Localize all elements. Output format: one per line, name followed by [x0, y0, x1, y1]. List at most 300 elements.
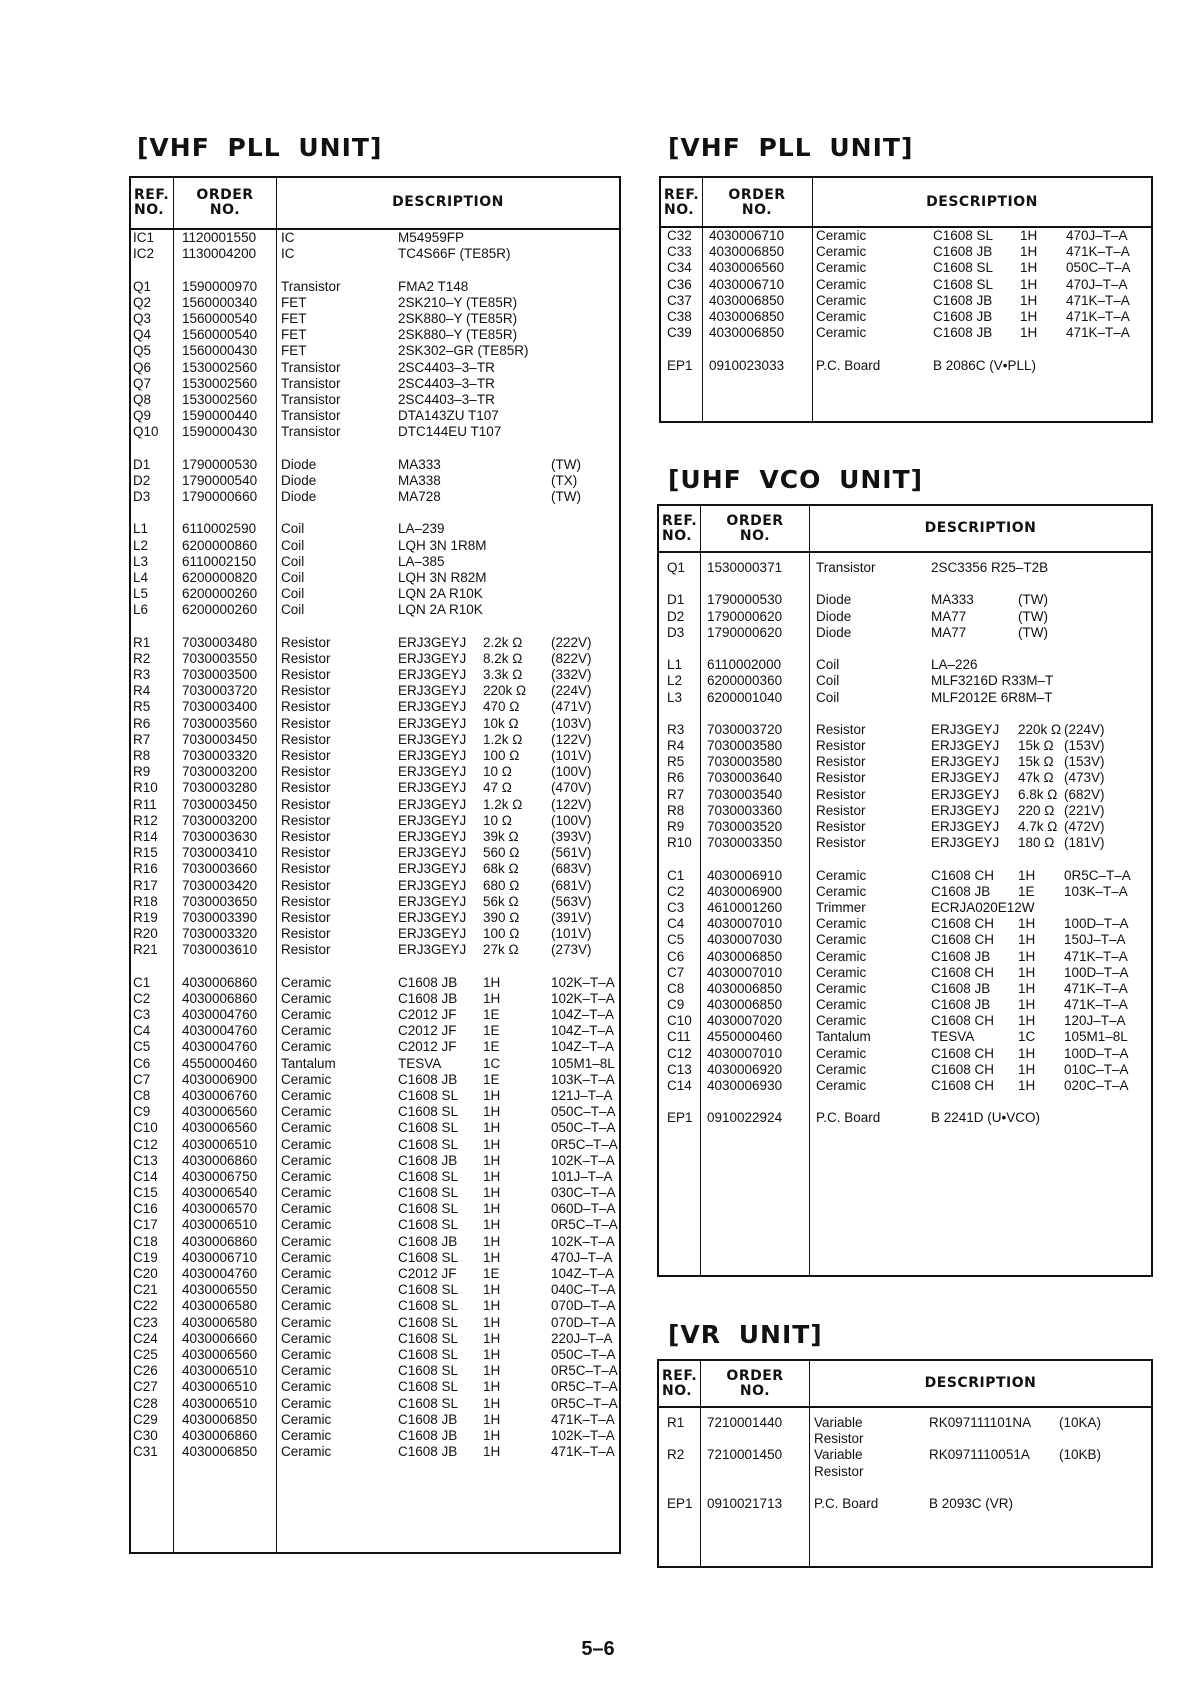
- order-no-cell: 7030003360: [707, 802, 783, 818]
- type-cell: Resistor: [281, 909, 331, 925]
- table-row: [131, 230, 619, 246]
- description-cell: 2SC4403–3–TR: [398, 375, 495, 391]
- type-cell: Trimmer: [816, 899, 866, 915]
- ref-cell: C5: [133, 1039, 151, 1055]
- code-cell: 102K–T–A: [551, 1233, 615, 1249]
- order-no-cell: 4030006560: [182, 1120, 258, 1136]
- table-row: [661, 277, 1151, 293]
- table-row: [131, 521, 619, 537]
- ref-cell: Q10: [133, 424, 159, 440]
- type-cell: Resistor: [281, 828, 331, 844]
- table-row: [659, 625, 1151, 641]
- row-spacer: [659, 641, 1151, 657]
- order-no-cell: 1790000620: [707, 624, 783, 640]
- order-no-cell: 4030006860: [182, 1233, 258, 1249]
- page-number: 5–6: [581, 1638, 615, 1660]
- table-row: [131, 586, 619, 602]
- order-no-cell: 4030006710: [709, 276, 785, 292]
- spec-cell: 1.2k Ω: [483, 731, 523, 747]
- ref-cell: L3: [133, 553, 149, 569]
- order-no-cell: 7030003420: [182, 877, 258, 893]
- description-cell: C1608 SL: [398, 1168, 459, 1184]
- type-cell: Resistor: [281, 877, 331, 893]
- order-no-cell: 7030003540: [707, 786, 783, 802]
- ref-cell: D3: [133, 489, 151, 504]
- description-cell: C1608 SL: [398, 1249, 459, 1265]
- order-no-cell: 1560000340: [182, 294, 258, 310]
- ref-cell: C5: [667, 932, 685, 948]
- description-cell: 2SC4403–3–TR: [398, 359, 495, 375]
- table-row: [659, 592, 1151, 608]
- ref-cell: C39: [667, 325, 692, 341]
- table-row: [131, 716, 619, 732]
- description-cell: C1608 SL: [398, 1136, 459, 1152]
- row-spacer: [659, 1094, 1151, 1110]
- description-cell: C1608 CH: [931, 1061, 995, 1077]
- spec-cell: (10KB): [1059, 1447, 1102, 1463]
- table-row: [659, 1062, 1151, 1078]
- table-row: [131, 1007, 619, 1023]
- type-cell: Ceramic: [816, 948, 867, 964]
- table-row: [131, 1266, 619, 1282]
- type-cell: Transistor: [281, 278, 341, 294]
- description-cell: ERJ3GEYJ: [398, 634, 467, 650]
- type-cell: Ceramic: [816, 916, 867, 932]
- table-row: [131, 1088, 619, 1104]
- spec-cell: 1H: [483, 1104, 501, 1120]
- table-row: [131, 797, 619, 813]
- table-row: [131, 1331, 619, 1347]
- spec-cell: 1E: [1018, 883, 1035, 899]
- ref-cell: C12: [667, 1045, 692, 1061]
- ref-cell: C1: [133, 974, 151, 990]
- code-cell: (563V): [551, 893, 592, 909]
- code-cell: 101J–T–A: [551, 1168, 613, 1184]
- ref-cell: R8: [133, 748, 151, 763]
- ref-cell: IC1: [133, 230, 155, 245]
- order-no-cell: 7030003200: [182, 764, 258, 780]
- description-cell: C1608 JB: [931, 948, 991, 964]
- description-cell: ERJ3GEYJ: [398, 845, 467, 861]
- ref-cell: R6: [133, 715, 151, 731]
- code-cell: 220J–T–A: [551, 1330, 613, 1346]
- table-row: [131, 246, 619, 262]
- row-spacer: [661, 341, 1151, 357]
- type-cell: Ceramic: [816, 1045, 867, 1061]
- description-cell: C1608 JB: [398, 1152, 458, 1168]
- ref-cell: R20: [133, 926, 158, 942]
- table-row: [131, 732, 619, 748]
- type-cell: Resistor: [281, 715, 331, 731]
- order-no-cell: 4030006510: [182, 1379, 258, 1395]
- ref-cell: D3: [667, 624, 685, 640]
- code-cell: (224V): [551, 683, 592, 699]
- ref-cell: R9: [667, 819, 685, 834]
- table-row: [661, 293, 1151, 309]
- spec-cell: 47k Ω: [1018, 770, 1054, 786]
- description-cell: MA333: [398, 456, 441, 472]
- type-cell: Resistor: [281, 796, 331, 812]
- table-row: [131, 1185, 619, 1201]
- row-spacer: [131, 619, 619, 635]
- type-cell: Ceramic: [281, 990, 332, 1006]
- ref-header: REF. NO.: [664, 187, 700, 218]
- order-no-cell: 4030006860: [182, 990, 258, 1006]
- ref-cell: C28: [133, 1395, 158, 1411]
- order-no-cell: 6110002000: [707, 657, 782, 673]
- description-cell: DTC144EU T107: [398, 424, 502, 440]
- table-row: [659, 900, 1151, 916]
- ref-cell: D2: [667, 608, 685, 624]
- row-spacer: [659, 576, 1151, 592]
- order-no-cell: 4030006850: [709, 325, 785, 341]
- description-cell: C1608 JB: [933, 292, 993, 308]
- ref-cell: R2: [133, 650, 151, 666]
- order-no-cell: 4030006560: [709, 260, 785, 276]
- order-no-cell: 1530000371: [707, 560, 783, 575]
- spec-cell: 680 Ω: [483, 877, 520, 893]
- spec-cell: 10k Ω: [483, 715, 519, 731]
- spec-cell: 56k Ω: [483, 893, 519, 909]
- type-cell: P.C. Board: [816, 1110, 881, 1126]
- code-cell: 470J–T–A: [551, 1249, 613, 1265]
- ref-cell: D1: [133, 456, 151, 472]
- order-no-cell: 7030003630: [182, 828, 258, 844]
- ref-cell: C10: [667, 1013, 692, 1029]
- order-no-cell: 1560000430: [182, 343, 258, 359]
- table-row: [131, 829, 619, 845]
- type-cell: Diode: [816, 624, 852, 640]
- table-row: [131, 699, 619, 715]
- table-row: [659, 819, 1151, 835]
- spec-cell: 1.2k Ω: [483, 796, 523, 812]
- order-no-cell: 7030003350: [707, 835, 783, 851]
- spec-cell: 1H: [483, 1120, 501, 1136]
- spec-cell: 10 Ω: [483, 764, 512, 780]
- spec-cell: 1H: [1018, 997, 1036, 1013]
- ref-cell: IC2: [133, 246, 155, 262]
- order-no-cell: 4030006540: [182, 1185, 258, 1201]
- code-cell: (393V): [551, 828, 592, 844]
- code-cell: 471K–T–A: [1064, 948, 1128, 964]
- order-no-cell: 4030006860: [182, 974, 258, 990]
- ref-cell: C22: [133, 1298, 158, 1314]
- code-cell: (TX): [551, 472, 578, 488]
- type-cell: FET: [281, 327, 307, 343]
- ref-cell: C2: [133, 990, 151, 1006]
- ref-cell: Q7: [133, 375, 152, 391]
- spec-cell: 47 Ω: [483, 780, 512, 796]
- order-no-cell: 4030006580: [182, 1298, 258, 1314]
- ref-cell: R18: [133, 893, 158, 909]
- type-cell: Diode: [281, 489, 317, 504]
- order-no-cell: 7030003720: [707, 721, 783, 737]
- spec-cell: 1H: [1018, 916, 1036, 932]
- type-cell: Transistor: [816, 560, 876, 575]
- code-cell: 060D–T–A: [551, 1201, 616, 1217]
- spec-cell: 1E: [483, 1039, 500, 1055]
- spec-cell: 1E: [483, 1007, 500, 1022]
- type-cell: Ceramic: [816, 1013, 867, 1029]
- ref-cell: C6: [133, 1055, 151, 1071]
- order-no-cell: 7030003320: [182, 748, 258, 763]
- type-cell: Ceramic: [816, 260, 867, 276]
- table-row: [659, 803, 1151, 819]
- order-no-cell: 7030003320: [182, 926, 258, 942]
- code-cell: 102K–T–A: [551, 1152, 615, 1168]
- order-no-cell: 4030004760: [182, 1023, 258, 1039]
- order-no-cell: 1790000540: [182, 472, 258, 488]
- code-cell: 471K–T–A: [551, 1444, 615, 1460]
- order-no-cell: 4030006850: [182, 1444, 258, 1460]
- vr-unit-table: [657, 1359, 1153, 1568]
- order-no-cell: 0910022924: [707, 1110, 783, 1126]
- table-row: [131, 942, 619, 958]
- spec-cell: 1C: [1018, 1029, 1036, 1045]
- spec-cell: 1H: [483, 1168, 501, 1184]
- code-cell: 0R5C–T–A: [551, 1379, 618, 1395]
- code-cell: 100D–T–A: [1064, 1045, 1129, 1061]
- order-no-cell: 4550000460: [182, 1055, 258, 1071]
- description-cell: C1608 JB: [398, 1427, 458, 1443]
- description-cell: C1608 CH: [931, 916, 995, 932]
- table-row: [131, 878, 619, 894]
- table-row: [131, 376, 619, 392]
- spec-cell: 1H: [483, 1444, 501, 1460]
- code-cell: 0R5C–T–A: [551, 1136, 618, 1152]
- description-cell: C1608 SL: [398, 1217, 459, 1233]
- table-row: [659, 673, 1151, 689]
- table-row: [659, 1029, 1151, 1045]
- spec-cell: 6.8k Ω: [1018, 786, 1058, 802]
- description-cell: FMA2 T148: [398, 278, 469, 294]
- table-row: [659, 722, 1151, 738]
- table-row: [131, 489, 619, 505]
- type-cell: Ceramic: [281, 1266, 332, 1281]
- spec-cell: 1E: [483, 1071, 500, 1087]
- spec-cell: 1H: [483, 1330, 501, 1346]
- ref-cell: L3: [667, 689, 683, 705]
- code-cell: 105M1–8L: [1064, 1029, 1128, 1045]
- order-no-cell: 7030003560: [182, 715, 258, 731]
- ref-cell: R12: [133, 812, 158, 828]
- spec-cell: 1H: [1018, 1078, 1036, 1093]
- table-row: [659, 657, 1151, 673]
- ref-cell: EP1: [667, 357, 693, 373]
- ref-cell: C3: [667, 899, 685, 915]
- ref-cell: L1: [667, 657, 683, 673]
- spec-cell: (10KA): [1059, 1415, 1102, 1430]
- ref-cell: C19: [133, 1249, 158, 1265]
- order-no-cell: 4030007020: [707, 1013, 783, 1029]
- spec-cell: 39k Ω: [483, 828, 519, 844]
- description-cell: TC4S66F (TE85R): [398, 246, 511, 262]
- order-no-cell: 1790000660: [182, 489, 258, 504]
- ref-cell: C23: [133, 1314, 158, 1330]
- order-no-cell: 0910023033: [709, 357, 785, 373]
- type-cell: Transistor: [281, 408, 341, 424]
- type-cell: Ceramic: [816, 964, 867, 980]
- table-row: [661, 260, 1151, 276]
- code-cell: 0R5C–T–A: [551, 1363, 618, 1379]
- order-no-cell: 7030003610: [182, 942, 258, 958]
- ref-cell: C4: [667, 916, 685, 932]
- description-cell: ERJ3GEYJ: [398, 780, 467, 796]
- description-cell: C1608 JB: [933, 308, 993, 324]
- ref-cell: R21: [133, 942, 158, 958]
- spec-cell: 1H: [1020, 308, 1038, 324]
- spec-cell: 1H: [483, 1298, 501, 1314]
- ref-cell: C17: [133, 1217, 158, 1233]
- type-cell: Ceramic: [281, 974, 332, 990]
- ref-cell: Q3: [133, 310, 152, 326]
- order-no-cell: 6200000820: [182, 569, 258, 585]
- spec-cell: (TW): [1018, 624, 1048, 640]
- type-cell: Resistor: [816, 770, 866, 786]
- order-no-cell: 4030006710: [709, 228, 785, 243]
- ref-cell: C30: [133, 1427, 158, 1443]
- order-no-cell: 4030006710: [182, 1249, 258, 1265]
- type-cell: Ceramic: [816, 980, 867, 996]
- type-cell: Coil: [816, 689, 840, 705]
- type-cell: Ceramic: [281, 1087, 332, 1103]
- table-row: [131, 1056, 619, 1072]
- spec-cell: 1H: [483, 1346, 501, 1362]
- ref-cell: R14: [133, 828, 158, 844]
- description-cell: C2012 JF: [398, 1266, 457, 1281]
- code-cell: 050C–T–A: [551, 1104, 616, 1120]
- table-row: [131, 1072, 619, 1088]
- order-no-cell: 7030003200: [182, 812, 258, 828]
- spec-cell: 1H: [1020, 292, 1038, 308]
- vhf-pll-right-table: [659, 176, 1153, 423]
- table-row: [131, 1298, 619, 1314]
- table-row: [131, 327, 619, 343]
- type-cell: Coil: [281, 569, 305, 585]
- type-cell: Ceramic: [281, 1120, 332, 1136]
- table-row: [131, 538, 619, 554]
- code-cell: 0R5C–T–A: [1064, 867, 1131, 883]
- ref-cell: C34: [667, 260, 692, 276]
- description-cell: B 2241D (U•VCO): [931, 1110, 1041, 1126]
- order-no-cell: 7030003280: [182, 780, 258, 796]
- code-cell: (122V): [551, 731, 592, 747]
- order-no-cell: 1790000530: [182, 456, 258, 472]
- description-cell: C1608 SL: [933, 228, 994, 243]
- description-cell: 2SC3356 R25–T2B: [931, 560, 1049, 575]
- type-cell: Coil: [281, 553, 305, 569]
- order-no-cell: 7030003580: [707, 754, 783, 770]
- spec-cell: 1H: [483, 1427, 501, 1443]
- vhf-pll-left-rows: [131, 230, 619, 1460]
- type-cell: Ceramic: [281, 1411, 332, 1427]
- code-cell: 471K–T–A: [1066, 244, 1130, 260]
- table-row: [131, 554, 619, 570]
- description-cell: ERJ3GEYJ: [398, 731, 467, 747]
- ref-cell: R4: [133, 683, 151, 699]
- spec-cell: 1H: [483, 1233, 501, 1249]
- ref-cell: C37: [667, 292, 692, 308]
- description-cell: C1608 JB: [398, 1233, 458, 1249]
- table-row: [131, 1039, 619, 1055]
- code-cell: 104Z–T–A: [551, 1007, 615, 1022]
- order-no-cell: 4610001260: [707, 899, 783, 915]
- table-row: [131, 1201, 619, 1217]
- table-row: [131, 780, 619, 796]
- ref-cell: R10: [133, 780, 158, 796]
- type-cell: Resistor: [281, 699, 331, 715]
- order-no-cell: 7030003650: [182, 893, 258, 909]
- ref-cell: C32: [667, 228, 692, 243]
- ref-cell: C14: [667, 1078, 692, 1093]
- table-row: [659, 787, 1151, 803]
- order-header: ORDER NO.: [728, 187, 786, 218]
- type-cell: Resistor: [816, 802, 866, 818]
- order-no-cell: 7030003660: [182, 861, 258, 877]
- order-no-cell: 4030006510: [182, 1136, 258, 1152]
- type-cell: FET: [281, 294, 307, 310]
- table-row: [131, 845, 619, 861]
- spec-cell: 4.7k Ω: [1018, 819, 1058, 834]
- table-row: [131, 813, 619, 829]
- type-cell: Ceramic: [281, 1201, 332, 1217]
- ref-cell: C13: [133, 1152, 158, 1168]
- vr-unit-title: [VR UNIT]: [668, 1320, 823, 1349]
- type-cell: Ceramic: [281, 1330, 332, 1346]
- order-no-cell: 7030003400: [182, 699, 258, 715]
- table-row: [659, 932, 1151, 948]
- type-cell: Resistor: [816, 738, 866, 754]
- description-cell: MA333: [931, 592, 974, 608]
- ref-cell: C2: [667, 883, 685, 899]
- type-cell: P.C. Board: [814, 1495, 879, 1511]
- ref-cell: C15: [133, 1185, 158, 1201]
- ref-cell: L4: [133, 569, 149, 585]
- type-cell: Diode: [816, 608, 852, 624]
- description-cell: ERJ3GEYJ: [931, 721, 1000, 737]
- table-row: [661, 325, 1151, 341]
- table-row: [131, 570, 619, 586]
- description-cell: ERJ3GEYJ: [931, 802, 1000, 818]
- description-cell: TESVA: [931, 1029, 975, 1045]
- order-no-cell: 7030003390: [182, 909, 258, 925]
- order-no-cell: 1590000440: [182, 408, 258, 424]
- order-no-cell: 4030006930: [707, 1078, 783, 1093]
- description-header: DESCRIPTION: [392, 194, 504, 210]
- description-cell: LQN 2A R10K: [398, 586, 483, 602]
- description-cell: DTA143ZU T107: [398, 408, 499, 424]
- table-row: [131, 1428, 619, 1444]
- order-header: ORDER NO.: [196, 187, 254, 218]
- description-cell: ERJ3GEYJ: [398, 764, 467, 780]
- description-cell: ERJ3GEYJ: [398, 926, 467, 942]
- type-cell: Ceramic: [281, 1152, 332, 1168]
- description-cell: C1608 CH: [931, 932, 995, 948]
- ref-cell: C4: [133, 1023, 151, 1039]
- ref-cell: C3: [133, 1007, 151, 1022]
- description-cell: C1608 SL: [398, 1379, 459, 1395]
- type-cell: Resistor: [281, 893, 331, 909]
- code-cell: 0R5C–T–A: [551, 1217, 618, 1233]
- table-row: [131, 861, 619, 877]
- type-cell: Transistor: [281, 359, 341, 375]
- order-no-cell: 4030004760: [182, 1039, 258, 1055]
- table-row: [659, 738, 1151, 754]
- description-cell: LQH 3N 1R8M: [398, 537, 487, 553]
- spec-cell: 15k Ω: [1018, 738, 1054, 754]
- code-cell: 102K–T–A: [551, 974, 615, 990]
- description-cell: 2SK880–Y (TE85R): [398, 327, 518, 343]
